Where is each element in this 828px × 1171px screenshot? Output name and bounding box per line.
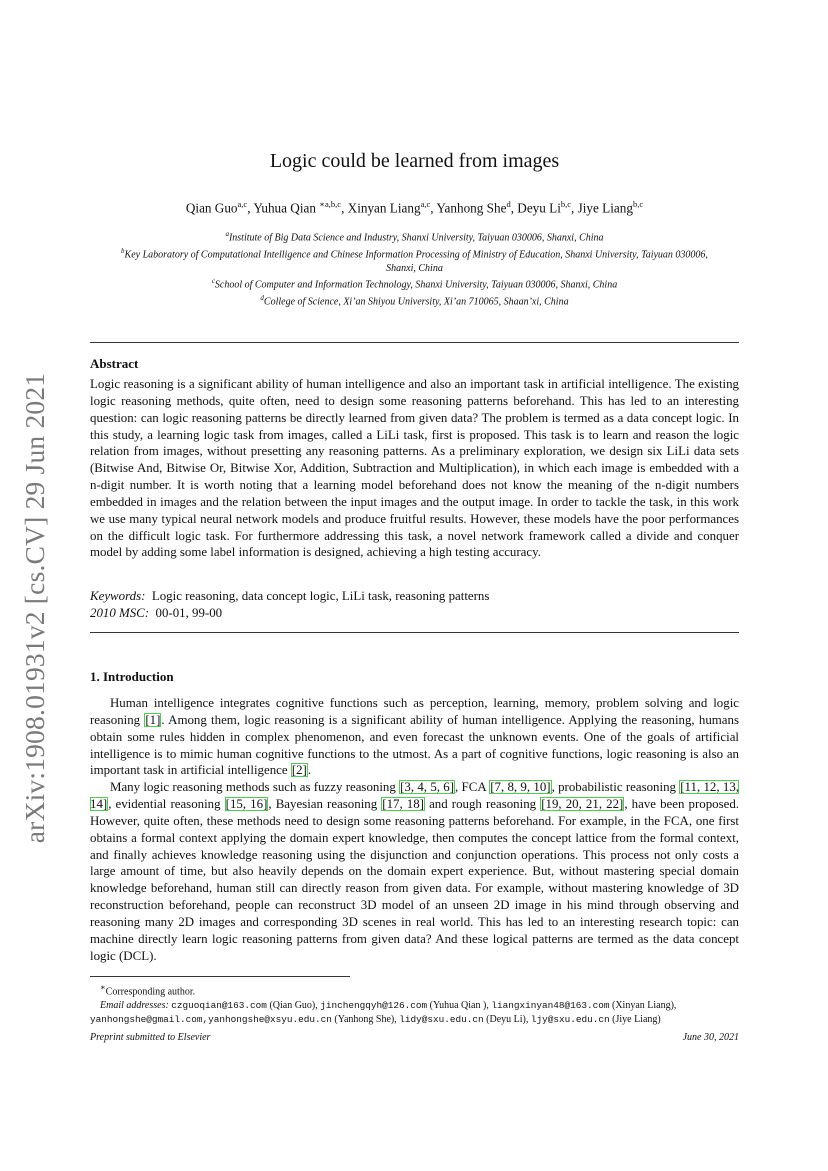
email-address[interactable]: czguoqian@163.com xyxy=(171,999,267,1011)
intro-paragraph-2: Many logic reasoning methods such as fuzzy reasoning [3, 4, 5, 6], FCA [7, 8, 9, 10], probabilistic reasoning [11, 12, 13, 14], evidential reasoning [15, 16], Bayesian reasoning [17, 18] and rough reasoning [19, 20, 21, 22], have been proposed. However, quite often, these methods need to design some reasoning patterns beforehand. For example, in the FCA, one first obtains a formal context applying the domain expert knowledge, then computes the concept lattice from the formal context, and finally achieves knowledge reasoning using the disjunction and conjunction operations. This process not only costs a large amount of time, but also heavily depends on the domain expert experience. But, without mastering special domain knowledge beforehand, human still can directly reason from given data. For example, without mastering knowledge of 3D reconstruction beforehand, people can reconstruct 3D model of an unseen 2D image in his mind through observing and reasoning many 2D images and corresponding 3D scenes in real world. This has led to an interesting research topic: can machine directly learn logic reasoning patterns from given data? And these logical patterns are termed as the data concept logic (DCL). xyxy=(90,780,740,963)
affiliation-mark: b xyxy=(121,246,125,255)
author-affiliation-mark: a,c xyxy=(420,199,431,209)
author-name: Yuhua Qian xyxy=(253,200,320,216)
affiliation-mark: a xyxy=(225,230,229,238)
citation-link[interactable]: [7, 8, 9, 10] xyxy=(490,780,551,795)
affiliation-list xyxy=(90,228,739,309)
affiliation-text: School of Computer and Information Technology, Shanxi University, Taiyuan 030006, Shanxi, China xyxy=(214,279,618,291)
affiliation-text: College of Science, Xi’an Shiyou University, Xi’an 710065, Shaan’xi, China xyxy=(263,296,569,308)
affiliation-mark: c xyxy=(211,277,215,286)
citation-link[interactable]: [1] xyxy=(145,712,161,727)
keywords-text: Logic reasoning, data concept logic, LiLi task, reasoning patterns xyxy=(151,589,490,603)
citation-link[interactable]: [2] xyxy=(291,763,307,778)
footnote-mark: ∗ xyxy=(100,983,106,992)
keywords-label: Keywords: xyxy=(90,589,146,603)
msc-text: 00-01, 99-00 xyxy=(155,606,223,620)
affiliation-mark: d xyxy=(260,293,264,302)
email-line-2: yanhongshe@gmail.com,yanhongshe@xsyu.edu.cn (Yanhong She), lidy@sxu.edu.cn (Deyu Li), ljy@sxu.edu.cn (Jiye Liang) xyxy=(90,1013,661,1025)
affiliation-line xyxy=(90,262,739,276)
citation-link[interactable]: [17, 18] xyxy=(382,797,424,812)
footer-date: June 30, 2021 xyxy=(682,1032,739,1043)
affiliation-line xyxy=(90,228,739,245)
author-name: Qian Guo xyxy=(185,200,238,216)
citation-link[interactable]: [3, 4, 5, 6] xyxy=(400,780,455,795)
author-affiliation-mark: b,c xyxy=(632,199,644,209)
citation-link[interactable]: [11, 12, 13, 14] xyxy=(90,780,740,812)
affiliation-line xyxy=(90,292,739,309)
page-footer xyxy=(90,1032,739,1043)
affiliation-text: Shanxi, China xyxy=(386,262,443,274)
affiliation-text: Key Laboratory of Computational Intelligence and Chinese Information Processing of Ministry of Education, Shanxi University, Taiyuan 030006, xyxy=(124,249,708,261)
author-affiliation-mark: b,c xyxy=(560,199,572,209)
abstract-text: Logic reasoning is a significant ability of human intelligence and also an important task in artificial intelligence. The existing logic reasoning methods, quite often, need to design some reasoning patterns beforehand. This has led to an interesting question: can logic reasoning patterns be directly learned from given data? The problem is termed as a data concept logic. In this study, a learning logic task from images, called a LiLi task, first is proposed. This task is to learn and reason the logic relation from images, without presetting any reasoning patterns. As a preliminary exploration, we design six LiLi data sets (Bitwise And, Bitwise Or, Bitwise Xor, Addition, Subtraction and Multiplication), in which each image is embedded with a n-digit number. It is worth noting that a learning model beforehand does not know the meaning of the n-digit numbers embedded in images and the relation between the input images and the output image. In order to tackle the task, in this work we use many typical neural network models and produce fruitful results. However, these models have the poor performances on the difficult logic task. For furthermore addressing this task, a novel network framework called a divide and conquer model by adding some label information is designed, achieving a high testing accuracy. xyxy=(90,377,739,560)
author-affiliation-mark: d xyxy=(506,199,511,209)
email-address[interactable]: lidy@sxu.edu.cn xyxy=(399,1013,484,1025)
email-address[interactable]: jinchengqyh@126.com xyxy=(320,999,428,1011)
author-affiliation-mark: ∗a,b,c xyxy=(319,199,342,209)
affiliation-line xyxy=(90,275,739,292)
introduction-body xyxy=(90,695,739,965)
paper-title: Logic could be learned from images xyxy=(269,150,560,172)
corresponding-author-note: Corresponding author. xyxy=(105,986,196,998)
citation-link[interactable]: [19, 20, 21, 22] xyxy=(541,797,624,812)
affiliation-line xyxy=(90,245,739,262)
author-affiliation-mark: a,c xyxy=(237,199,248,209)
author-name: Yanhong She xyxy=(436,200,507,216)
footnote-rule xyxy=(90,976,350,977)
author-name: Deyu Li xyxy=(517,200,561,216)
email-line-1: Email addresses: czguoqian@163.com (Qian Guo), jinchengqyh@126.com (Yuhua Qian ), liangxinyan48@163.com (Xinyan Liang), xyxy=(100,999,677,1011)
author-name: Jiye Liang xyxy=(577,200,633,216)
affiliation-text: Institute of Big Data Science and Industry, Shanxi University, Taiyuan 030006, Shanxi, China xyxy=(228,232,604,244)
intro-paragraph-1: Human intelligence integrates cognitive functions such as perception, learning, memory, problem solving and logic reasoning [1]. Among them, logic reasoning is a significant ability of human intelligence. Applying the reasoning, humans obtain some rules hidden in complex phenomenon, and even forecast the unknown events. One of the goals of artificial intelligence is to mimic human cognitive functions to the utmost. As a part of cognitive functions, logic reasoning is also an important task in artificial intelligence [2]. xyxy=(90,696,739,778)
abstract-heading: Abstract xyxy=(90,356,139,371)
footnote xyxy=(90,981,739,1026)
arxiv-sidebar-stamp xyxy=(10,368,60,848)
keywords-block xyxy=(90,588,489,622)
email-label: Email addresses: xyxy=(100,999,169,1011)
footer-preprint-note: Preprint submitted to Elsevier xyxy=(90,1032,211,1043)
email-address[interactable]: liangxinyan48@163.com xyxy=(491,999,610,1011)
arxiv-identifier: arXiv:1908.01931v2 [cs.CV] 29 Jun 2021 xyxy=(19,372,50,844)
msc-label: 2010 MSC: xyxy=(90,606,150,620)
section-heading-introduction: 1. Introduction xyxy=(90,669,174,684)
author-name: Xinyan Liang xyxy=(347,200,421,216)
citation-link[interactable]: [15, 16] xyxy=(225,797,268,812)
author-list: Qian Guo$^{a,c}$, Yuhua Qian $^{∗a,b,c}$, Xinyan Liang$^{a,c}$, Yanhong She$^d$, Deyu Li$^{b,c}$, Jiye Liang$^{b,c}$ xyxy=(185,199,644,216)
email-address[interactable]: yanhongshe@gmail.com,yanhongshe@xsyu.edu.cn xyxy=(90,1013,332,1025)
email-address[interactable]: ljy@sxu.edu.cn xyxy=(530,1013,610,1025)
bottom-rule xyxy=(90,632,739,633)
top-rule xyxy=(90,342,739,343)
